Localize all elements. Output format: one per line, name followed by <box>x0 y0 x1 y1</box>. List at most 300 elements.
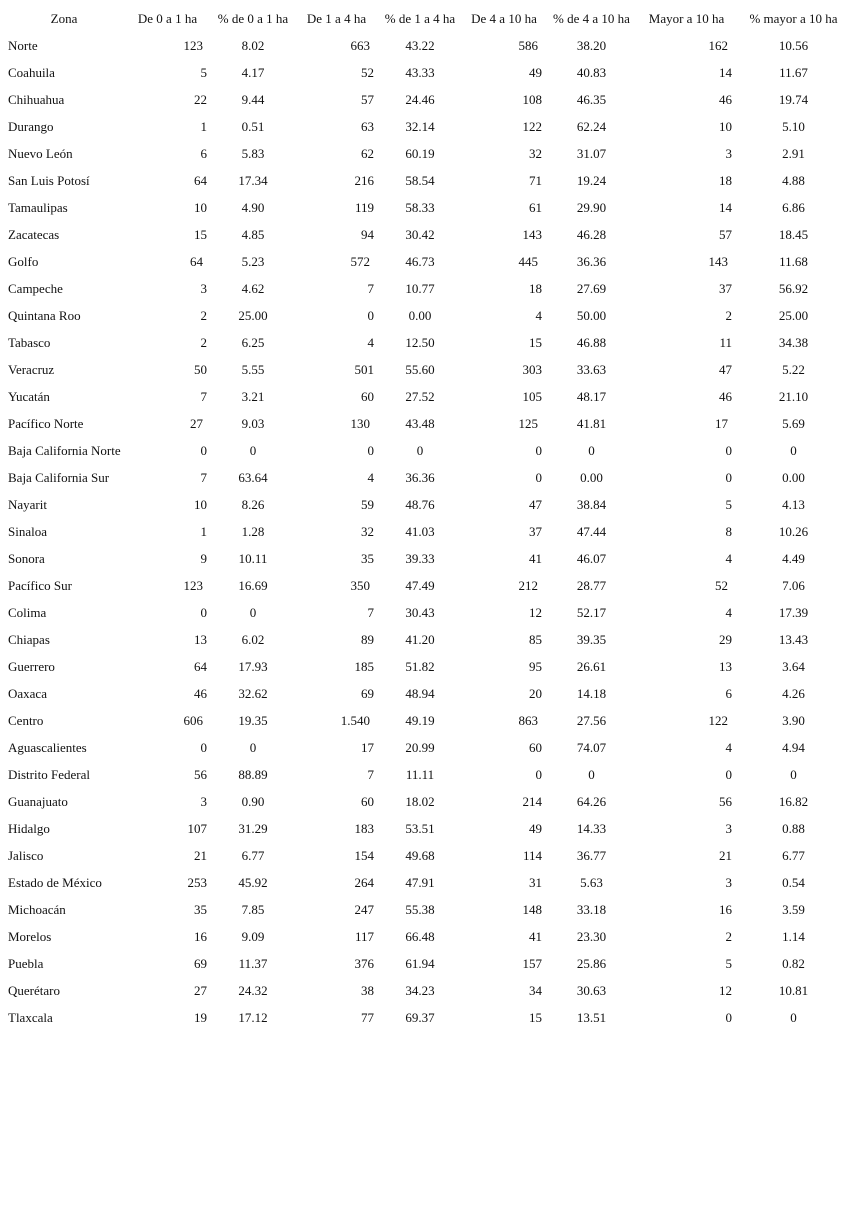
cell-pct-gt-10: 3.64 <box>782 658 805 674</box>
cell-count-1-4: 62 <box>361 145 374 161</box>
cell-pct-1-4: 43.33 <box>405 64 435 80</box>
table-row <box>0 599 855 626</box>
cell-pct-gt-10: 16.82 <box>778 793 809 809</box>
table-row <box>0 302 855 329</box>
cell-count-4-10: 0 <box>535 442 542 458</box>
cell-pct-1-4: 58.33 <box>405 199 435 215</box>
cell-count-gt-10: 10 <box>719 118 732 134</box>
cell-pct-1-4: 10.77 <box>405 280 435 296</box>
cell-zona: Morelos <box>8 928 52 944</box>
cell-pct-4-10: 27.56 <box>576 712 607 728</box>
cell-count-1-4: 130 <box>350 415 370 431</box>
cell-count-4-10: 31 <box>529 874 542 890</box>
cell-zona: Oaxaca <box>8 685 47 701</box>
header-0-1-ha: De 0 a 1 ha <box>137 10 198 26</box>
cell-count-1-4: 63 <box>361 118 374 134</box>
table-row <box>0 950 855 977</box>
cell-count-1-4: 572 <box>350 253 370 269</box>
cell-count-0-1: 2 <box>200 307 207 323</box>
cell-count-gt-10: 29 <box>719 631 732 647</box>
cell-pct-gt-10: 3.90 <box>782 712 805 728</box>
cell-count-4-10: 47 <box>529 496 542 512</box>
cell-count-gt-10: 143 <box>708 253 728 269</box>
cell-pct-0-1: 4.85 <box>241 226 265 242</box>
cell-pct-1-4: 47.49 <box>405 577 435 593</box>
table-row <box>0 788 855 815</box>
cell-count-1-4: 0 <box>367 442 374 458</box>
cell-count-gt-10: 3 <box>725 820 732 836</box>
cell-pct-1-4: 48.94 <box>405 685 435 701</box>
table-row <box>0 356 855 383</box>
cell-count-gt-10: 52 <box>715 577 728 593</box>
cell-pct-1-4: 30.43 <box>405 604 435 620</box>
cell-pct-4-10: 27.69 <box>576 280 607 296</box>
cell-zona: Durango <box>8 118 54 134</box>
cell-count-0-1: 27 <box>194 982 207 998</box>
header-pct-mayor-10-ha: % mayor a 10 ha <box>749 10 838 26</box>
cell-count-0-1: 0 <box>200 739 207 755</box>
cell-count-1-4: 32 <box>361 523 374 539</box>
cell-pct-4-10: 64.26 <box>576 793 607 809</box>
cell-pct-1-4: 18.02 <box>405 793 435 809</box>
cell-count-4-10: 15 <box>529 334 542 350</box>
cell-count-gt-10: 56 <box>719 793 732 809</box>
cell-count-1-4: 185 <box>354 658 374 674</box>
cell-count-1-4: 35 <box>361 550 374 566</box>
table-row-region <box>0 707 855 734</box>
cell-pct-0-1: 0.90 <box>241 793 265 809</box>
cell-count-4-10: 49 <box>529 64 542 80</box>
header-zona: Zona <box>50 10 78 26</box>
table-row <box>0 383 855 410</box>
cell-count-4-10: 20 <box>529 685 542 701</box>
cell-zona: Nuevo León <box>8 145 73 161</box>
cell-pct-1-4: 69.37 <box>405 1009 435 1025</box>
cell-pct-1-4: 11.11 <box>405 766 435 782</box>
cell-pct-4-10: 46.35 <box>576 91 607 107</box>
cell-count-gt-10: 122 <box>708 712 728 728</box>
cell-count-4-10: 41 <box>529 928 542 944</box>
cell-pct-1-4: 66.48 <box>405 928 435 944</box>
cell-zona: Tamaulipas <box>8 199 68 215</box>
cell-count-4-10: 0 <box>535 766 542 782</box>
cell-pct-gt-10: 34.38 <box>778 334 809 350</box>
cell-pct-0-1: 0 <box>249 604 257 620</box>
cell-count-1-4: 60 <box>361 793 374 809</box>
cell-pct-0-1: 24.32 <box>238 982 268 998</box>
cell-pct-gt-10: 4.94 <box>782 739 805 755</box>
table-row <box>0 275 855 302</box>
cell-count-0-1: 35 <box>194 901 207 917</box>
cell-count-0-1: 21 <box>194 847 207 863</box>
cell-count-0-1: 0 <box>200 442 207 458</box>
table-row <box>0 734 855 761</box>
cell-count-4-10: 445 <box>518 253 538 269</box>
cell-pct-4-10: 36.77 <box>576 847 607 863</box>
cell-count-4-10: 108 <box>522 91 542 107</box>
cell-pct-gt-10: 5.22 <box>782 361 805 377</box>
cell-pct-0-1: 0 <box>249 442 257 458</box>
table-row <box>0 545 855 572</box>
cell-count-4-10: 18 <box>529 280 542 296</box>
cell-pct-4-10: 38.20 <box>576 37 607 53</box>
cell-count-4-10: 61 <box>529 199 542 215</box>
cell-count-1-4: 350 <box>350 577 370 593</box>
cell-pct-1-4: 0.00 <box>408 307 432 323</box>
cell-pct-gt-10: 0 <box>790 766 797 782</box>
cell-count-4-10: 12 <box>529 604 542 620</box>
cell-pct-0-1: 4.17 <box>241 64 265 80</box>
cell-pct-0-1: 5.23 <box>241 253 265 269</box>
cell-pct-4-10: 39.35 <box>576 631 607 647</box>
cell-pct-0-1: 7.85 <box>241 901 265 917</box>
cell-pct-0-1: 11.37 <box>238 955 268 971</box>
table-row <box>0 923 855 950</box>
cell-count-4-10: 34 <box>529 982 542 998</box>
cell-pct-0-1: 17.12 <box>238 1009 268 1025</box>
cell-count-gt-10: 5 <box>725 496 732 512</box>
cell-zona: Centro <box>8 712 44 728</box>
cell-pct-0-1: 4.62 <box>241 280 265 296</box>
cell-pct-4-10: 0 <box>588 766 595 782</box>
table-row <box>0 653 855 680</box>
cell-count-1-4: 60 <box>361 388 374 404</box>
table-row <box>0 140 855 167</box>
table-row <box>0 464 855 491</box>
cell-pct-1-4: 46.73 <box>405 253 435 269</box>
cell-zona: Colima <box>8 604 47 620</box>
cell-count-1-4: 0 <box>367 307 374 323</box>
cell-count-1-4: 216 <box>354 172 374 188</box>
cell-count-1-4: 7 <box>367 280 374 296</box>
cell-pct-4-10: 26.61 <box>576 658 607 674</box>
cell-pct-4-10: 23.30 <box>576 928 607 944</box>
cell-pct-0-1: 5.83 <box>241 145 265 161</box>
cell-zona: Pacífico Norte <box>8 415 84 431</box>
cell-count-1-4: 69 <box>361 685 374 701</box>
cell-pct-0-1: 45.92 <box>238 874 268 890</box>
cell-count-gt-10: 0 <box>725 442 732 458</box>
cell-count-gt-10: 18 <box>719 172 732 188</box>
cell-pct-1-4: 36.36 <box>405 469 435 485</box>
cell-pct-1-4: 55.60 <box>405 361 435 377</box>
cell-pct-gt-10: 0.82 <box>782 955 805 971</box>
table-row-region <box>0 32 855 59</box>
cell-count-0-1: 64 <box>194 658 207 674</box>
table-row-region <box>0 572 855 599</box>
cell-count-4-10: 85 <box>529 631 542 647</box>
cell-count-gt-10: 14 <box>719 199 732 215</box>
cell-pct-0-1: 3.21 <box>241 388 265 404</box>
cell-count-gt-10: 37 <box>719 280 732 296</box>
cell-pct-0-1: 31.29 <box>238 820 268 836</box>
cell-count-gt-10: 5 <box>725 955 732 971</box>
cell-pct-1-4: 55.38 <box>405 901 435 917</box>
header-1-4-ha: De 1 a 4 ha <box>306 10 367 26</box>
cell-zona: Norte <box>8 37 38 53</box>
table-row <box>0 329 855 356</box>
cell-pct-gt-10: 56.92 <box>778 280 809 296</box>
cell-count-gt-10: 2 <box>725 928 732 944</box>
cell-count-4-10: 212 <box>518 577 538 593</box>
cell-pct-gt-10: 0 <box>790 1009 797 1025</box>
cell-count-4-10: 49 <box>529 820 542 836</box>
cell-pct-1-4: 47.91 <box>405 874 435 890</box>
table-row-region <box>0 410 855 437</box>
cell-pct-4-10: 48.17 <box>576 388 607 404</box>
cell-pct-gt-10: 6.86 <box>782 199 805 215</box>
cell-zona: Hidalgo <box>8 820 50 836</box>
cell-pct-1-4: 43.48 <box>405 415 435 431</box>
cell-zona: San Luis Potosí <box>8 172 90 188</box>
cell-count-4-10: 37 <box>529 523 542 539</box>
cell-pct-4-10: 33.18 <box>576 901 607 917</box>
cell-zona: Guanajuato <box>8 793 68 809</box>
cell-count-gt-10: 46 <box>719 91 732 107</box>
cell-count-0-1: 9 <box>200 550 207 566</box>
cell-count-1-4: 1.540 <box>340 712 370 728</box>
cell-pct-gt-10: 10.26 <box>778 523 809 539</box>
cell-pct-1-4: 30.42 <box>405 226 435 242</box>
cell-count-gt-10: 13 <box>719 658 732 674</box>
table-row <box>0 680 855 707</box>
cell-pct-4-10: 40.83 <box>576 64 607 80</box>
cell-count-gt-10: 0 <box>725 1009 732 1025</box>
cell-count-0-1: 64 <box>190 253 203 269</box>
table-header-row <box>0 5 855 32</box>
cell-pct-1-4: 60.19 <box>405 145 435 161</box>
cell-zona: Golfo <box>8 253 39 269</box>
table-row <box>0 86 855 113</box>
cell-count-gt-10: 11 <box>719 334 732 350</box>
cell-pct-0-1: 9.44 <box>241 91 265 107</box>
cell-pct-gt-10: 1.14 <box>782 928 805 944</box>
cell-count-1-4: 663 <box>350 37 370 53</box>
table-row-region <box>0 248 855 275</box>
cell-count-4-10: 863 <box>518 712 538 728</box>
cell-count-gt-10: 17 <box>715 415 728 431</box>
cell-count-1-4: 264 <box>354 874 374 890</box>
cell-zona: Coahuila <box>8 64 55 80</box>
cell-count-0-1: 123 <box>183 37 203 53</box>
cell-count-4-10: 122 <box>522 118 542 134</box>
cell-pct-0-1: 19.35 <box>238 712 268 728</box>
cell-pct-0-1: 6.02 <box>241 631 265 647</box>
cell-pct-4-10: 36.36 <box>576 253 607 269</box>
cell-count-gt-10: 3 <box>725 145 732 161</box>
cell-pct-1-4: 39.33 <box>405 550 435 566</box>
cell-pct-gt-10: 4.13 <box>782 496 805 512</box>
cell-pct-gt-10: 4.49 <box>782 550 805 566</box>
table-row <box>0 221 855 248</box>
cell-pct-0-1: 6.77 <box>241 847 265 863</box>
cell-pct-4-10: 50.00 <box>576 307 607 323</box>
header-4-10-ha: De 4 a 10 ha <box>471 10 537 26</box>
cell-pct-0-1: 10.11 <box>238 550 268 566</box>
cell-pct-0-1: 16.69 <box>238 577 268 593</box>
cell-pct-4-10: 0.00 <box>580 469 603 485</box>
cell-count-0-1: 3 <box>200 280 207 296</box>
table-row <box>0 869 855 896</box>
cell-count-0-1: 7 <box>200 469 207 485</box>
cell-zona: Pacífico Sur <box>8 577 72 593</box>
cell-count-0-1: 107 <box>187 820 207 836</box>
cell-count-1-4: 89 <box>361 631 374 647</box>
cell-count-0-1: 7 <box>200 388 207 404</box>
cell-pct-1-4: 12.50 <box>405 334 435 350</box>
cell-pct-1-4: 0 <box>416 442 424 458</box>
cell-pct-1-4: 41.03 <box>405 523 435 539</box>
cell-count-gt-10: 4 <box>725 550 732 566</box>
cell-pct-4-10: 41.81 <box>576 415 607 431</box>
cell-count-0-1: 2 <box>200 334 207 350</box>
cell-pct-4-10: 14.33 <box>576 820 607 836</box>
cell-pct-gt-10: 0.00 <box>782 469 805 485</box>
cell-pct-4-10: 62.24 <box>576 118 607 134</box>
cell-pct-gt-10: 0 <box>790 442 797 458</box>
cell-pct-gt-10: 11.67 <box>779 64 808 80</box>
cell-pct-1-4: 61.94 <box>405 955 435 971</box>
cell-pct-gt-10: 3.59 <box>782 901 805 917</box>
cell-pct-gt-10: 2.91 <box>782 145 805 161</box>
cell-zona: Estado de México <box>8 874 102 890</box>
cell-count-gt-10: 4 <box>725 739 732 755</box>
cell-pct-4-10: 74.07 <box>576 739 607 755</box>
cell-pct-gt-10: 6.77 <box>782 847 805 863</box>
cell-count-0-1: 15 <box>194 226 207 242</box>
cell-count-gt-10: 162 <box>708 37 728 53</box>
cell-count-4-10: 105 <box>522 388 542 404</box>
cell-pct-4-10: 46.28 <box>576 226 607 242</box>
cell-pct-4-10: 31.07 <box>576 145 607 161</box>
cell-zona: Tabasco <box>8 334 51 350</box>
cell-pct-gt-10: 5.69 <box>782 415 805 431</box>
cell-pct-gt-10: 13.43 <box>778 631 809 647</box>
cell-zona: Nayarit <box>8 496 47 512</box>
cell-count-0-1: 5 <box>200 64 207 80</box>
cell-pct-gt-10: 0.88 <box>782 820 805 836</box>
cell-count-1-4: 501 <box>354 361 374 377</box>
header-pct-4-10-ha: % de 4 a 10 ha <box>553 10 630 26</box>
cell-count-0-1: 64 <box>194 172 207 188</box>
cell-count-gt-10: 2 <box>725 307 732 323</box>
cell-pct-1-4: 24.46 <box>405 91 435 107</box>
cell-pct-4-10: 47.44 <box>576 523 607 539</box>
cell-count-1-4: 376 <box>354 955 374 971</box>
header-pct-0-1-ha: % de 0 a 1 ha <box>217 10 289 26</box>
cell-pct-gt-10: 18.45 <box>778 226 809 242</box>
cell-zona: Tlaxcala <box>8 1009 53 1025</box>
cell-pct-4-10: 46.07 <box>576 550 607 566</box>
cell-zona: Baja California Sur <box>8 469 110 485</box>
cell-pct-gt-10: 10.56 <box>778 37 809 53</box>
cell-pct-4-10: 5.63 <box>580 874 603 890</box>
cell-pct-0-1: 17.34 <box>238 172 268 188</box>
cell-count-0-1: 253 <box>187 874 207 890</box>
cell-count-4-10: 114 <box>522 847 542 863</box>
cell-pct-0-1: 8.02 <box>241 37 265 53</box>
cell-count-1-4: 77 <box>361 1009 374 1025</box>
cell-pct-4-10: 33.63 <box>576 361 607 377</box>
header-pct-1-4-ha: % de 1 a 4 ha <box>384 10 456 26</box>
cell-pct-0-1: 0.51 <box>241 118 265 134</box>
cell-count-gt-10: 57 <box>719 226 732 242</box>
cell-pct-4-10: 13.51 <box>576 1009 607 1025</box>
cell-count-gt-10: 6 <box>725 685 732 701</box>
cell-zona: Quintana Roo <box>8 307 81 323</box>
cell-count-gt-10: 46 <box>719 388 732 404</box>
cell-count-1-4: 183 <box>354 820 374 836</box>
cell-pct-0-1: 17.93 <box>238 658 268 674</box>
table-row <box>0 437 855 464</box>
cell-pct-1-4: 32.14 <box>405 118 435 134</box>
table-row <box>0 59 855 86</box>
cell-zona: Jalisco <box>8 847 44 863</box>
cell-pct-0-1: 8.26 <box>241 496 265 512</box>
cell-pct-0-1: 32.62 <box>238 685 268 701</box>
cell-count-4-10: 71 <box>529 172 542 188</box>
cell-count-0-1: 56 <box>194 766 207 782</box>
cell-count-1-4: 7 <box>367 766 374 782</box>
table-row <box>0 815 855 842</box>
cell-zona: Veracruz <box>8 361 55 377</box>
cell-pct-0-1: 5.55 <box>241 361 265 377</box>
cell-count-0-1: 1 <box>200 118 207 134</box>
cell-count-1-4: 154 <box>354 847 374 863</box>
cell-count-4-10: 32 <box>529 145 542 161</box>
cell-count-gt-10: 8 <box>725 523 732 539</box>
cell-count-1-4: 117 <box>354 928 374 944</box>
cell-count-4-10: 157 <box>522 955 542 971</box>
cell-pct-gt-10: 19.74 <box>778 91 809 107</box>
cell-pct-gt-10: 11.68 <box>779 253 808 269</box>
table-row <box>0 167 855 194</box>
cell-zona: Zacatecas <box>8 226 60 242</box>
cell-count-0-1: 3 <box>200 793 207 809</box>
cell-count-1-4: 119 <box>354 199 374 215</box>
cell-count-4-10: 15 <box>529 1009 542 1025</box>
cell-zona: Aguascalientes <box>8 739 87 755</box>
cell-pct-gt-10: 10.81 <box>778 982 809 998</box>
cell-count-gt-10: 0 <box>725 766 732 782</box>
cell-pct-0-1: 9.03 <box>241 415 265 431</box>
cell-count-0-1: 50 <box>194 361 207 377</box>
cell-count-0-1: 69 <box>194 955 207 971</box>
table-row <box>0 194 855 221</box>
cell-zona: Sonora <box>8 550 45 566</box>
cell-pct-gt-10: 5.10 <box>782 118 805 134</box>
cell-pct-4-10: 30.63 <box>576 982 607 998</box>
cell-count-0-1: 10 <box>194 199 207 215</box>
table-row <box>0 113 855 140</box>
table-body <box>0 32 855 1031</box>
cell-count-0-1: 27 <box>190 415 203 431</box>
cell-pct-1-4: 34.23 <box>405 982 435 998</box>
cell-pct-1-4: 53.51 <box>405 820 435 836</box>
cell-zona: Guerrero <box>8 658 55 674</box>
table-row <box>0 626 855 653</box>
cell-count-gt-10: 4 <box>725 604 732 620</box>
cell-zona: Michoacán <box>8 901 66 917</box>
cell-pct-1-4: 48.76 <box>405 496 435 512</box>
cell-pct-gt-10: 17.39 <box>778 604 809 620</box>
cell-count-0-1: 123 <box>183 577 203 593</box>
cell-pct-gt-10: 25.00 <box>778 307 809 323</box>
cell-count-4-10: 125 <box>518 415 538 431</box>
table-row <box>0 896 855 923</box>
cell-count-gt-10: 0 <box>725 469 732 485</box>
cell-pct-gt-10: 21.10 <box>778 388 809 404</box>
